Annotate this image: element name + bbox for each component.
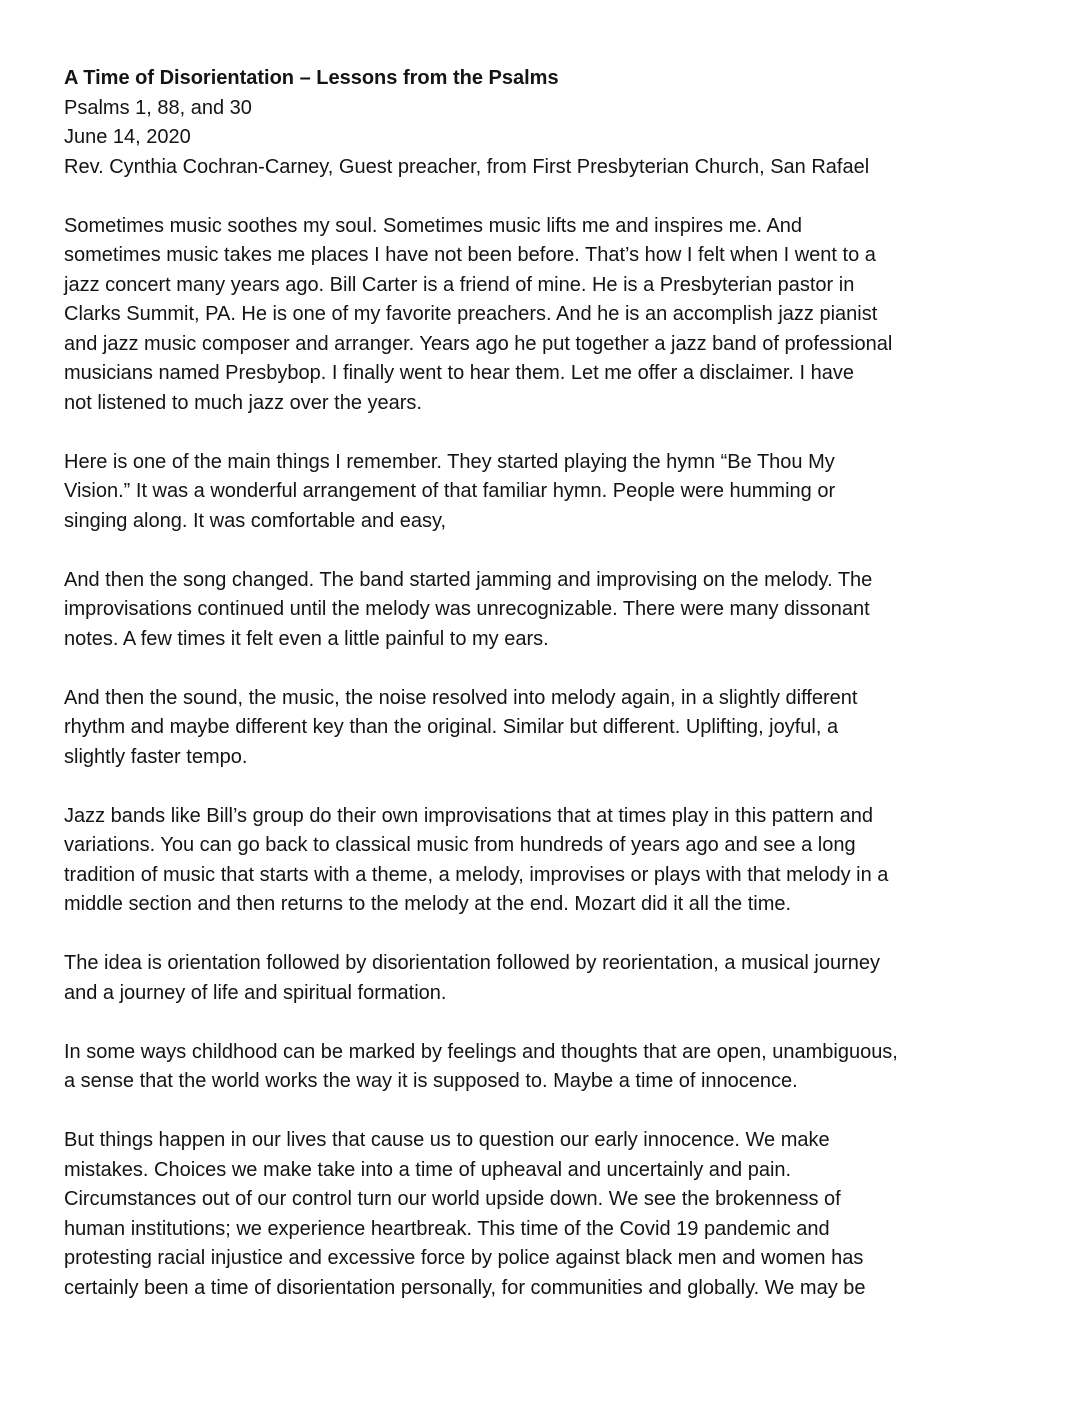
paragraph-line: and jazz music composer and arranger. Years ago he put together a jazz band of professional	[64, 332, 893, 355]
paragraph-line: mistakes. Choices we make take into a time of upheaval and uncertainly and pain.	[64, 1158, 792, 1181]
paragraph-line: notes. A few times it felt even a little painful to my ears.	[64, 627, 549, 650]
paragraph-line: middle section and then returns to the melody at the end. Mozart did it all the time.	[64, 893, 792, 915]
paragraph-line: jazz concert many years ago. Bill Carter is a friend of mine. He is a Presbyterian pastor in	[64, 273, 855, 296]
paragraph-line: tradition of music that starts with a theme, a melody, improvises or plays with that melody in a	[64, 863, 889, 886]
paragraph-line: rhythm and maybe different key than the original. Similar but different. Uplifting, joyful, a	[64, 716, 839, 738]
paragraph-line: Vision.” It was a wonderful arrangement of that familiar hymn. People were humming or	[64, 480, 836, 502]
preacher-credit: Rev. Cynthia Cochran-Carney, Guest preacher, from First Presbyterian Church, San Rafael	[64, 155, 870, 178]
paragraph-line: The idea is orientation followed by disorientation followed by reorientation, a musical journey	[64, 952, 881, 974]
paragraph-line: And then the song changed. The band started jamming and improvising on the melody. The	[64, 568, 873, 591]
paragraph-line: musicians named Presbybop. I finally went to hear them. Let me offer a disclaimer. I have	[64, 362, 855, 384]
paragraph-line: human institutions; we experience heartbreak. This time of the Covid 19 pandemic and	[64, 1217, 830, 1240]
paragraph-line: Circumstances out of our control turn our world upside down. We see the brokenness of	[64, 1188, 841, 1210]
scripture-reference: Psalms 1, 88, and 30	[64, 96, 252, 119]
paragraph-line: singing along. It was comfortable and easy,	[64, 509, 447, 532]
paragraph	[64, 448, 1029, 537]
paragraph-line: protesting racial injustice and excessive force by police against black men and women has	[64, 1247, 864, 1269]
paragraph	[64, 1038, 1029, 1097]
paragraph-line: Here is one of the main things I remember. They started playing the hymn “Be Thou My	[64, 450, 835, 473]
paragraph-line: not listened to much jazz over the years.	[64, 391, 422, 414]
paragraph-line: Jazz bands like Bill’s group do their own improvisations that at times play in this pattern and	[64, 804, 873, 827]
paragraph-line: But things happen in our lives that cause us to question our early innocence. We make	[64, 1129, 830, 1151]
paragraph	[64, 802, 1029, 920]
paragraph	[64, 949, 1029, 1008]
paragraph-line: And then the sound, the music, the noise resolved into melody again, in a slightly different	[64, 686, 858, 709]
paragraph	[64, 566, 1029, 655]
paragraph-line: a sense that the world works the way it is supposed to. Maybe a time of innocence.	[64, 1070, 798, 1092]
paragraph-line: slightly faster tempo.	[64, 745, 248, 768]
paragraph	[64, 1126, 1029, 1303]
paragraph-line: certainly been a time of disorientation personally, for communities and globally. We may be	[64, 1276, 866, 1299]
paragraph-line: variations. You can go back to classical music from hundreds of years ago and see a long	[64, 834, 856, 856]
paragraph-line: sometimes music takes me places I have not been before. That’s how I felt when I went to a	[64, 244, 876, 266]
sermon-text	[64, 64, 1029, 1303]
paragraph-line: Clarks Summit, PA. He is one of my favorite preachers. And he is an accomplish jazz pianist	[64, 303, 878, 325]
paragraph-line: In some ways childhood can be marked by feelings and thoughts that are open, unambiguous,	[64, 1040, 898, 1063]
paragraph	[64, 212, 1029, 419]
paragraph-line: Sometimes music soothes my soul. Sometimes music lifts me and inspires me. And	[64, 214, 803, 237]
paragraph-line: improvisations continued until the melody was unrecognizable. There were many dissonant	[64, 598, 870, 620]
sermon-date: June 14, 2020	[64, 126, 191, 148]
paragraph	[64, 684, 1029, 773]
sermon-body	[64, 212, 1029, 1304]
paragraph-line: and a journey of life and spiritual formation.	[64, 981, 447, 1004]
sermon-title: A Time of Disorientation – Lessons from the Psalms	[64, 67, 559, 89]
